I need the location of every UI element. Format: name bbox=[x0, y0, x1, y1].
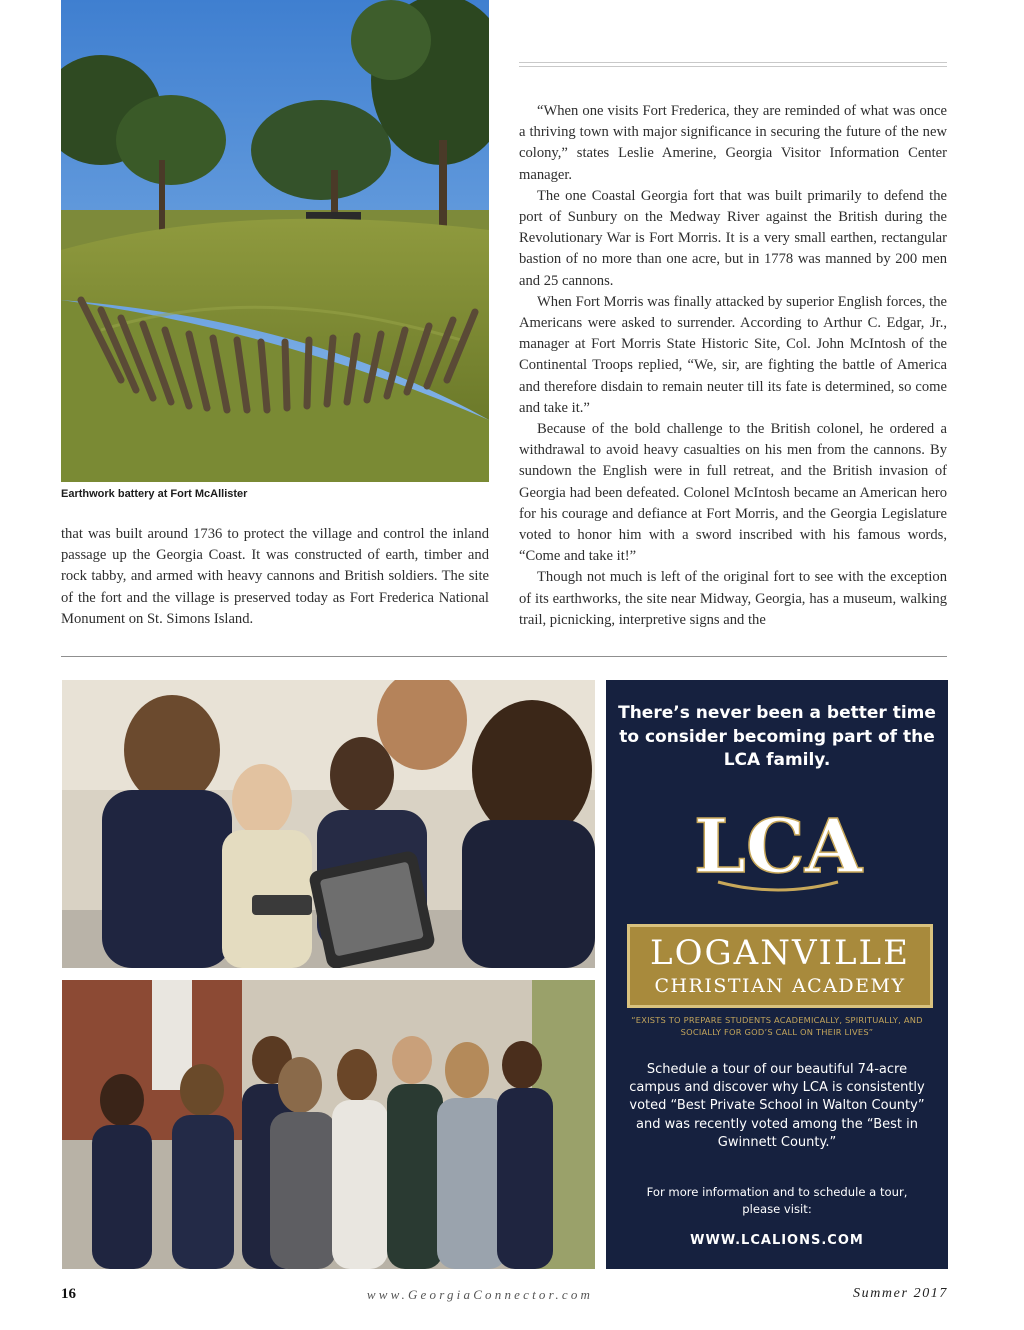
students-lab-photo bbox=[62, 680, 595, 968]
school-name-line-1: LOGANVILLE bbox=[650, 933, 910, 973]
students-group-photo bbox=[62, 980, 595, 1269]
paragraph: that was built around 1736 to protect the village and control the inland passage up the Georgia Coast. It was constructed of earth, timber and rock tabby, and armed with heavy cannons and British soldiers. The site of the fort and the village is preserved today as Fort Frederica National Monument on St. Simons Island. bbox=[61, 526, 489, 627]
paragraph: “When one visits Fort Frederica, they are reminded of what was once a thriving town with major significance in securing the future of the new colony,” states Leslie Amerine, Georgia Visitor Information Center manager. bbox=[519, 103, 947, 183]
paragraph: When Fort Morris was finally attacked by superior English forces, the Americans were asked to surrender. According to Arthur C. Edgar, Jr., manager at Fort Morris State Historic Site, Col. John McIntosh of the Continental Troops replied, “We, sir, are fighting the battle of America and therefore disdain to remain neuter till its fate is determined, so come and take it.” bbox=[519, 293, 947, 416]
lca-logo bbox=[688, 794, 868, 898]
paragraph: The one Coastal Georgia fort that was built primarily to defend the port of Sunbury on the Medway River against the British during the Revolutionary War is Fort Morris. It is a very small earthen, rectangular bastion of no more than one acre, but in 1778 was manned by 200 men and 25 cannons. bbox=[519, 187, 947, 289]
fort-mcallister-photo bbox=[61, 0, 489, 482]
footer-website[interactable]: www.GeorgiaConnector.com bbox=[366, 1287, 594, 1302]
earthwork-battery-image bbox=[61, 0, 489, 482]
school-nameplate bbox=[627, 924, 933, 1008]
svg-text:LCA: LCA bbox=[693, 804, 863, 890]
lca-logo-mark bbox=[688, 794, 868, 898]
ad-body-text: Schedule a tour of our beautiful 74-acre campus and discover why LCA is consistently voted “Best Private School in Walton County” and was recently voted among the “Best in Gwinnett County.” bbox=[629, 1062, 925, 1150]
ad-headline: There’s never been a better time to consider becoming part of the LCA family. bbox=[618, 703, 936, 770]
photo-caption: Earthwork battery at Fort McAllister bbox=[61, 488, 248, 500]
paragraph: Though not much is left of the original fort to see with the exception of its earthworks, the site near Midway, Georgia, has a museum, walking trail, picnicking, interpretive signs and the bbox=[519, 569, 947, 628]
school-tagline: “EXISTS TO PREPARE STUDENTS ACADEMICALLY, SPIRITUALLY, AND SOCIALLY FOR GOD’S CALL ON THEIR LIVES” bbox=[631, 1015, 923, 1037]
paragraph: Because of the bold challenge to the British colonel, he ordered a withdrawal to avoid heavy casualties on his men from the cannons. By sundown the English were in full retreat, and the British invasion of Georgia had been defeated. Colonel McIntosh became an American hero for his courage and defiance at Fort Morris, and the Georgia Legislature voted to honor him with a sword inscribed with his famous words, “Come and take it!” bbox=[519, 421, 947, 565]
section-divider bbox=[61, 656, 947, 657]
right-column bbox=[519, 101, 947, 631]
left-column bbox=[61, 524, 489, 630]
issue-date: Summer 2017 bbox=[853, 1286, 948, 1301]
page-number: 16 bbox=[61, 1286, 76, 1302]
students-robotics-image bbox=[62, 680, 595, 968]
top-rule bbox=[519, 62, 947, 63]
top-rule bbox=[519, 66, 947, 67]
school-name-line-2: CHRISTIAN ACADEMY bbox=[654, 975, 906, 997]
students-outdoors-image bbox=[62, 980, 595, 1269]
ad-website-link[interactable]: WWW.LCALIONS.COM bbox=[690, 1233, 864, 1248]
lca-advertisement bbox=[606, 680, 948, 1269]
ad-info-text: For more information and to schedule a tour, please visit: bbox=[646, 1185, 908, 1216]
